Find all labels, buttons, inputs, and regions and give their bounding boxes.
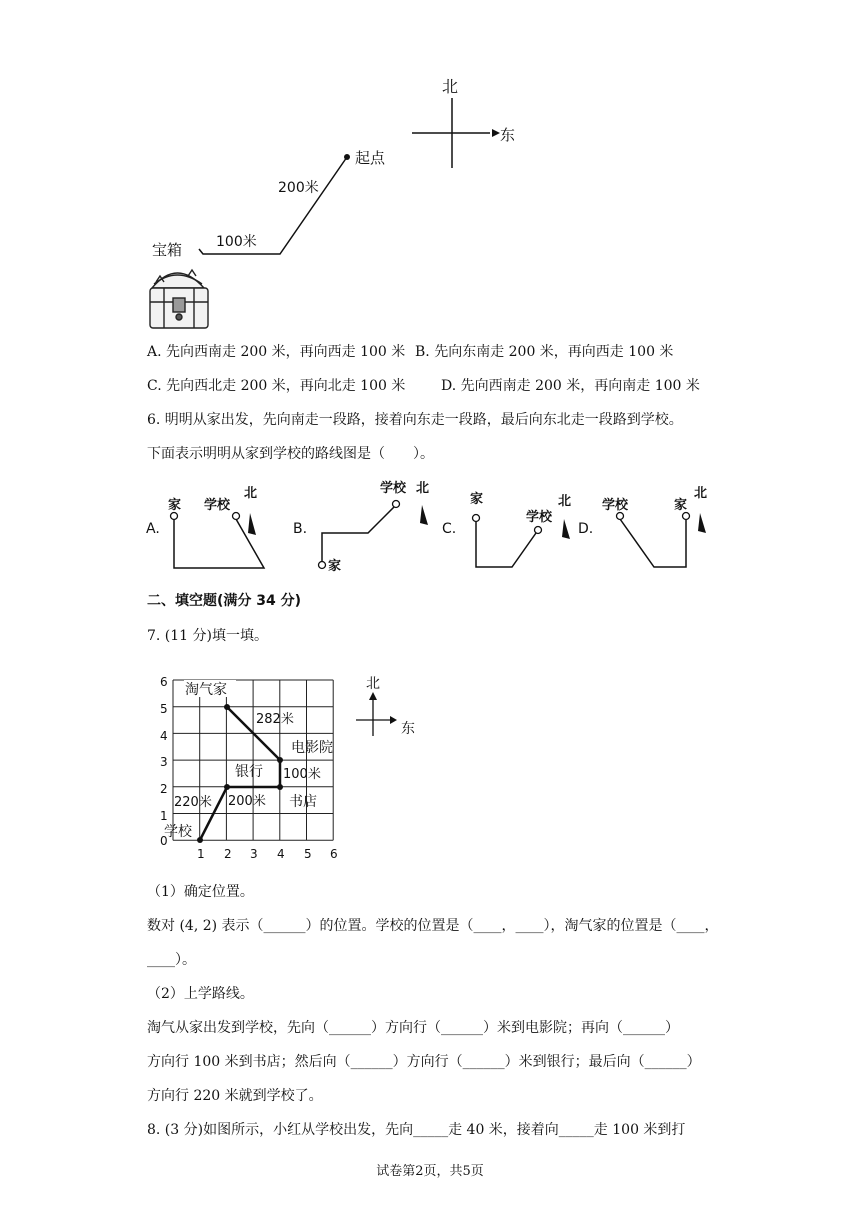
- choice-b-north-arrow-icon: [420, 505, 428, 525]
- choice-a-home-dot: [171, 513, 178, 520]
- choice-c-school-label: 学校: [526, 510, 553, 525]
- school-dot: [197, 837, 203, 843]
- y-tick-label: 0: [160, 834, 168, 848]
- distance-200-label: 200米: [278, 180, 319, 196]
- x-tick-label: 2: [224, 847, 232, 861]
- choice-b-north-label: 北: [416, 481, 430, 496]
- q5-option-a: A. 先向西南走 200 米，再向西走 100 米: [147, 344, 406, 360]
- q5-option-d: D. 先向西南走 200 米，再向南走 100 米: [441, 378, 700, 394]
- q7-part2-line2: 方向行 100 米到书店；然后向（______）方向行（______）米到银行；最后向（______）: [147, 1054, 701, 1070]
- choice-d-school-dot: [617, 513, 624, 520]
- choice-a-north-label: 北: [244, 486, 258, 501]
- choice-b-route: [322, 507, 394, 562]
- q8-stem-line1: 8. (3 分)如图所示，小红从学校出发，先向_____走 40 米，接着向_____走 100 米到打: [147, 1122, 686, 1138]
- treasure-label: 宝箱: [152, 241, 183, 259]
- choice-d-home-label: 家: [674, 498, 688, 513]
- compass-north-label: 北: [442, 77, 459, 96]
- q6-choice-c: [442, 491, 571, 567]
- choice-b-home-dot: [319, 562, 326, 569]
- coordinate-grid: [173, 680, 333, 840]
- choice-d-home-dot: [683, 513, 690, 520]
- y-axis-ticks: [160, 675, 168, 848]
- q5-option-b: B. 先向东南走 200 米，再向西走 100 米: [415, 344, 674, 360]
- distance-220-label: 220米: [174, 795, 212, 810]
- choice-a-letter: A.: [146, 521, 160, 537]
- x-tick-label: 4: [277, 847, 285, 861]
- bank-dot: [224, 784, 230, 790]
- q6-choice-b: [293, 480, 429, 574]
- choice-c-north-label: 北: [558, 494, 572, 509]
- page-footer: 试卷第2页，共5页: [376, 1164, 484, 1179]
- treasure-map-figure: [140, 70, 540, 335]
- grid-north-arrow-icon: [369, 692, 377, 700]
- q7-part2-title: （2）上学路线。: [147, 986, 254, 1002]
- choice-c-home-dot: [473, 515, 480, 522]
- choice-b-school-label: 学校: [380, 481, 407, 496]
- grid-east-arrow-icon: [390, 716, 397, 724]
- q7-part1-title: （1）确定位置。: [147, 884, 254, 900]
- x-axis-ticks: [197, 847, 338, 861]
- choice-a-north-arrow-icon: [248, 513, 256, 535]
- choice-a-school-label: 学校: [204, 498, 231, 513]
- x-tick-label: 5: [304, 847, 312, 861]
- choice-b-letter: B.: [293, 521, 308, 537]
- distance-282-label: 282米: [256, 712, 294, 727]
- q6-stem-line2: 下面表示明明从家到学校的路线图是（ ）。: [147, 446, 434, 462]
- distance-100-grid-label: 100米: [283, 767, 321, 782]
- x-tick-label: 3: [250, 847, 258, 861]
- choice-c-letter: C.: [442, 521, 457, 537]
- start-label: 起点: [355, 149, 386, 167]
- q6-stem-line1: 6. 明明从家出发，先向南走一段路，接着向东走一段路，最后向东北走一段路到学校。: [147, 412, 683, 428]
- choice-d-letter: D.: [578, 521, 594, 537]
- q6-choice-a: [146, 486, 264, 568]
- choice-a-home-label: 家: [168, 498, 182, 513]
- y-tick-label: 3: [160, 755, 168, 769]
- x-tick-label: 1: [197, 847, 205, 861]
- compass-east-label: 东: [500, 126, 516, 144]
- choice-d-north-arrow-icon: [698, 513, 706, 533]
- choice-c-north-arrow-icon: [562, 519, 570, 539]
- y-tick-label: 6: [160, 675, 168, 689]
- q6-choice-d: [578, 486, 707, 567]
- choice-b-school-dot: [393, 501, 400, 508]
- distance-200-grid-label: 200米: [228, 794, 266, 809]
- section2-heading: 二、填空题(满分 34 分): [147, 593, 302, 609]
- bookstore-label: 书店: [289, 794, 317, 810]
- bank-label: 银行: [235, 764, 263, 780]
- choice-c-home-label: 家: [470, 492, 484, 507]
- cinema-dot: [277, 757, 283, 763]
- bookstore-dot: [277, 784, 283, 790]
- y-tick-label: 1: [160, 809, 168, 823]
- cinema-label: 电影院: [291, 740, 333, 756]
- q7-part2-line1: 淘气从家出发到学校，先向（______）方向行（______）米到电影院；再向（______）: [147, 1020, 679, 1036]
- choice-c-school-dot: [535, 527, 542, 534]
- q7-part1-line2: ____）。: [147, 952, 196, 968]
- grid-north-label: 北: [366, 676, 380, 692]
- choice-a-school-dot: [233, 513, 240, 520]
- choice-d-route: [620, 519, 686, 567]
- choice-d-school-label: 学校: [602, 498, 629, 513]
- choice-b-home-label: 家: [328, 559, 342, 574]
- choice-d-north-label: 北: [694, 486, 708, 501]
- q5-option-c: C. 先向西北走 200 米，再向北走 100 米: [147, 378, 406, 394]
- q6-choices-figure: [140, 475, 720, 580]
- q7-grid-figure: [150, 668, 440, 863]
- y-tick-label: 5: [160, 702, 168, 716]
- school-label: 学校: [164, 824, 192, 840]
- treasure-chest-icon: [150, 270, 208, 328]
- east-arrow-icon: [492, 129, 500, 137]
- choice-c-route: [476, 521, 536, 567]
- x-tick-label: 6: [330, 847, 338, 861]
- q7-part1-line1: 数对 (4, 2) 表示（______）的位置。学校的位置是（____，____），淘气家的位置是（____，: [147, 918, 719, 934]
- y-tick-label: 2: [160, 782, 168, 796]
- taoqi-home-dot: [224, 704, 230, 710]
- q7-title: 7. (11 分)填一填。: [147, 628, 268, 644]
- grid-east-label: 东: [401, 721, 415, 737]
- y-tick-label: 4: [160, 729, 168, 743]
- taoqi-home-label: 淘气家: [185, 682, 227, 698]
- q7-part2-line3: 方向行 220 米就到学校了。: [147, 1088, 323, 1104]
- distance-100-label: 100米: [216, 234, 257, 250]
- start-point-dot: [344, 154, 350, 160]
